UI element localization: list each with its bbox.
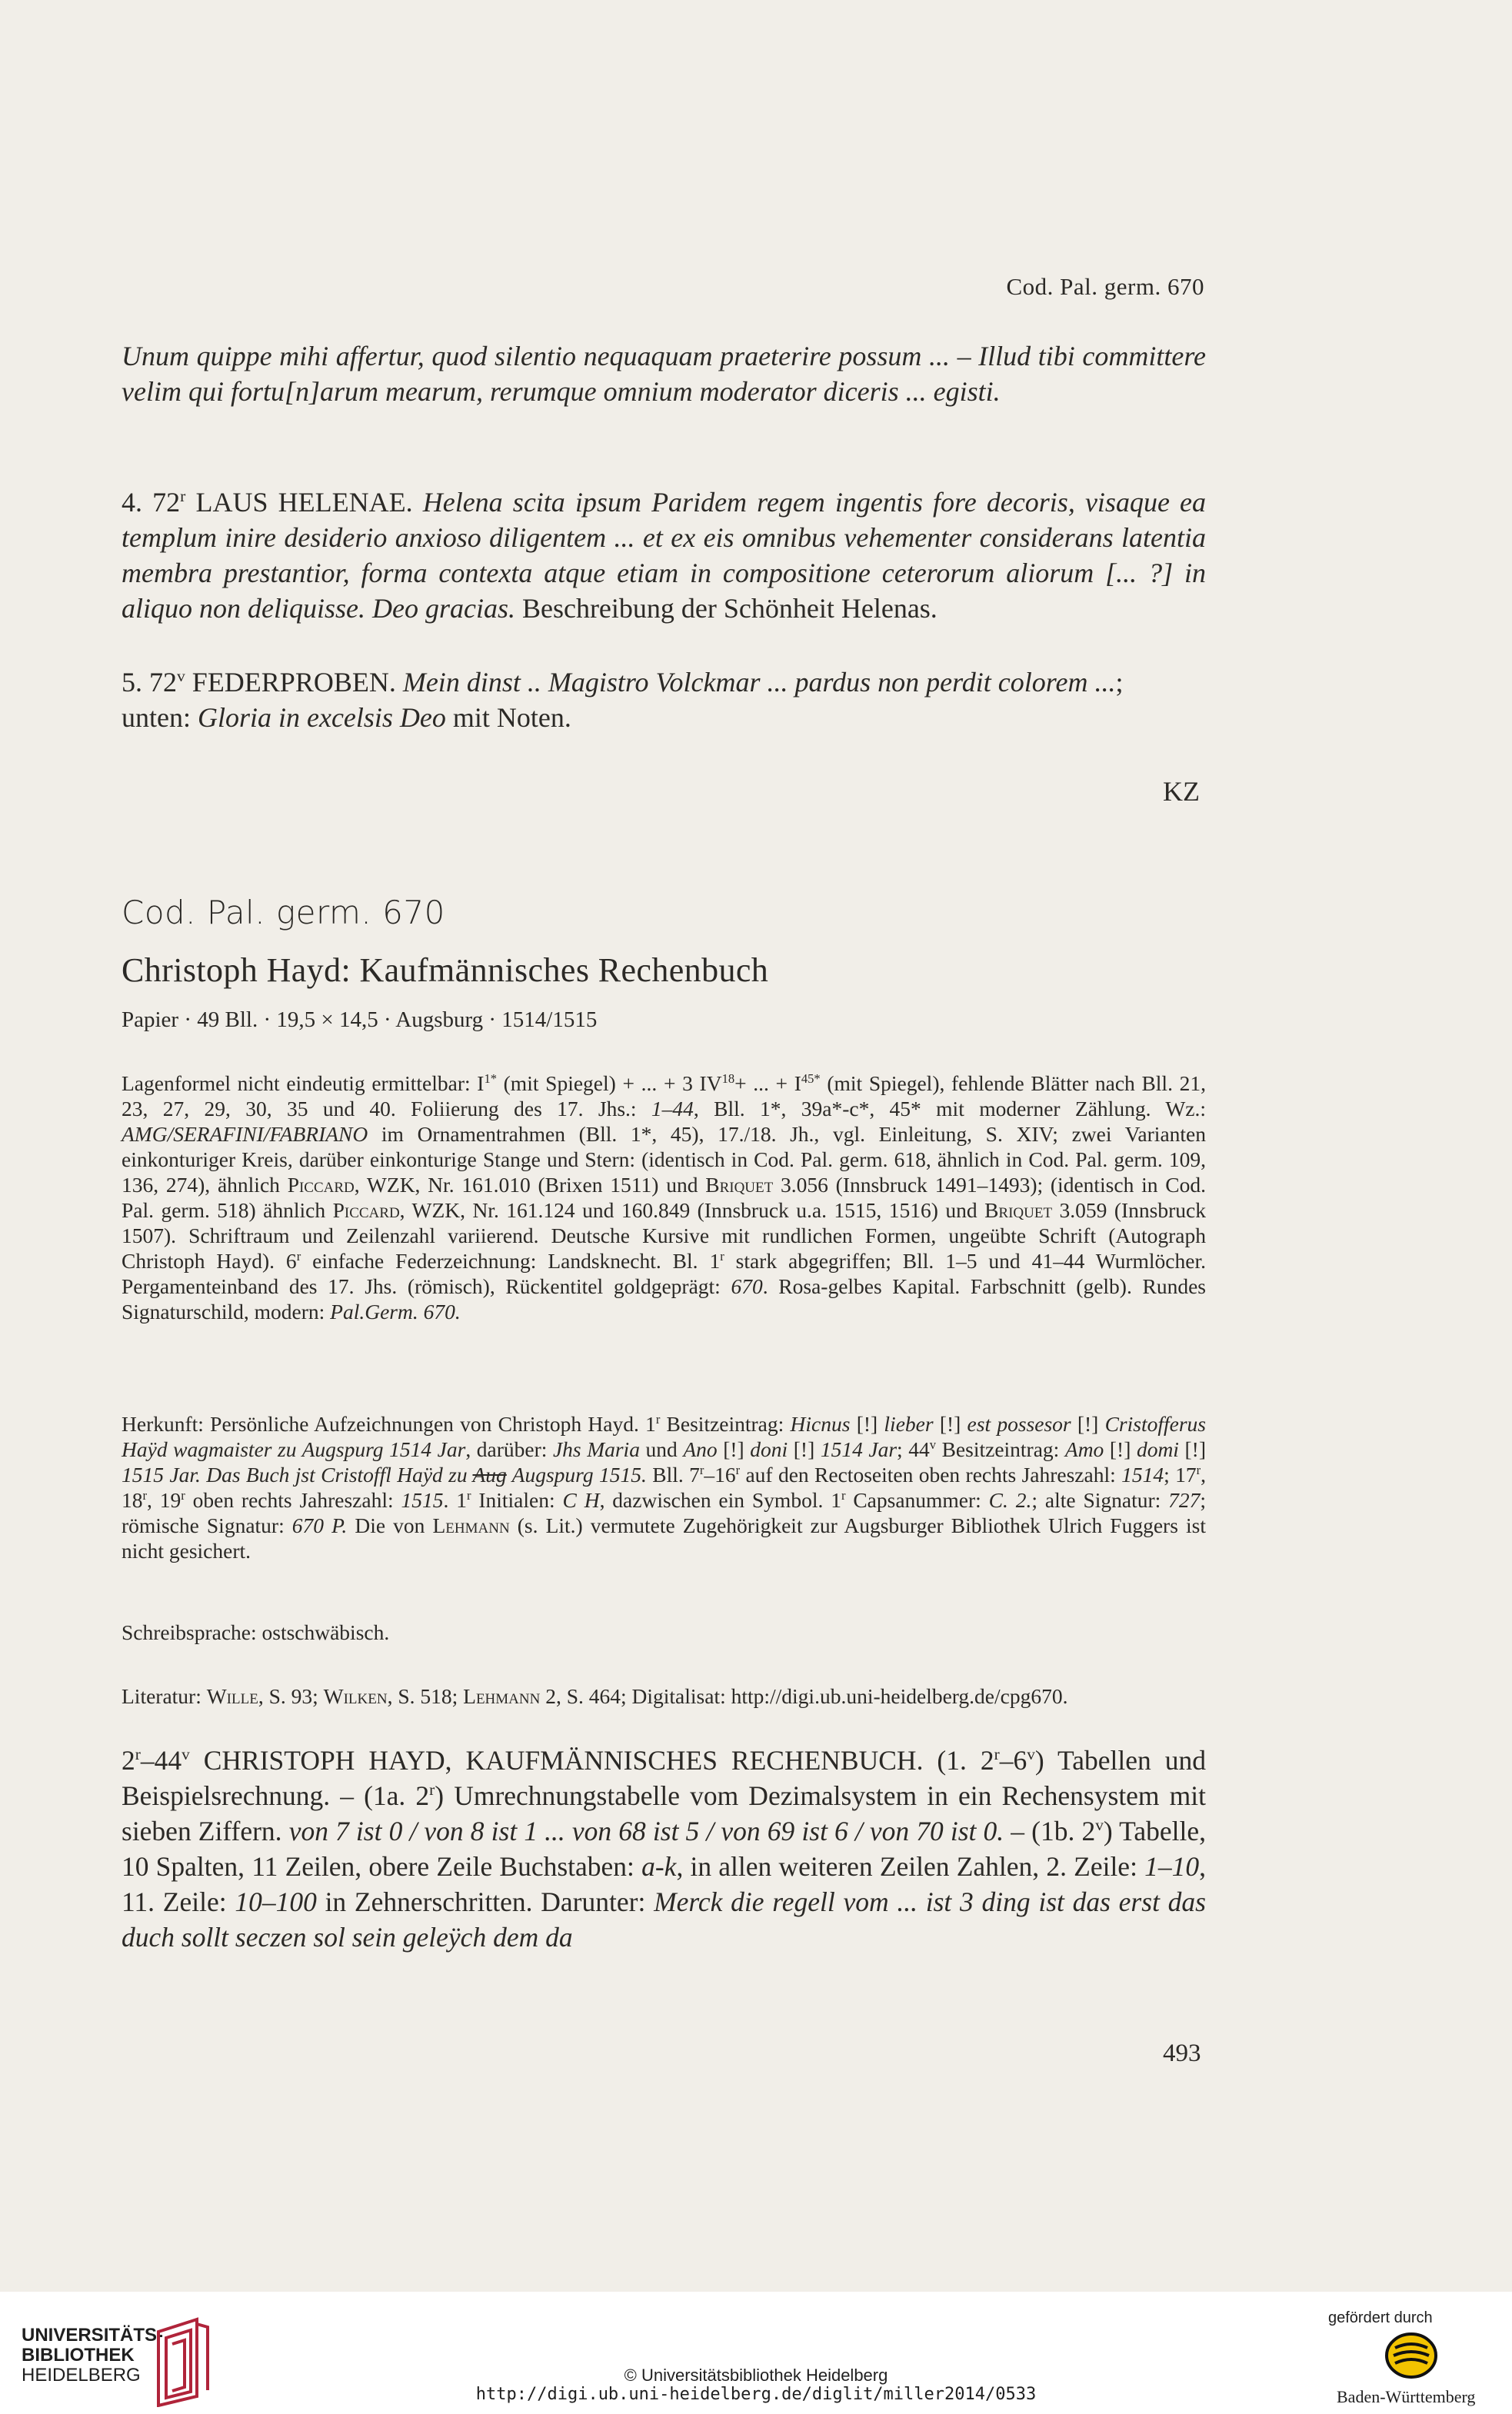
item-4 (122, 484, 1206, 626)
item-5-gloria: Gloria in excelsis Deo (197, 702, 446, 733)
item-4-german: Beschreibung der Schönheit Helenas. (521, 593, 938, 624)
item-5-number: 5. 72 (122, 667, 177, 698)
item-5-tail: mit Noten. (452, 702, 571, 733)
item-5 (122, 664, 1206, 735)
language-text: Schreibsprache: ostschwäbisch. (122, 1620, 390, 1644)
literature-paragraph (122, 1683, 1206, 1709)
item-4-text (122, 484, 1206, 626)
page-number: 493 (1163, 2039, 1201, 2067)
item-5-separator: ; (1115, 667, 1124, 698)
item-5-latin: Mein dinst .. Magistro Volckmar ... pardus non perdit colorem ... (402, 667, 1116, 698)
copyright-notice: © Universitätsbibliothek Heidelberg (624, 2366, 888, 2385)
entry-shelfmark: Cod. Pal. germ. 670 (122, 894, 445, 931)
page-url-link[interactable]: http://digi.ub.uni-heidelberg.de/diglit/miller2014/0533 (475, 2385, 1037, 2404)
entry-title: Christoph Hayd: Kaufmännisches Rechenbuch (122, 951, 769, 989)
provenance-text: Herkunft: Persönliche Aufzeichnungen von Christoph Hayd. 1$^r$ Besitzeintrag: Hicnus [!] lieber [!] est possesor [!] Cristofferus Haÿd wagmaister zu Augspurg 1514 Jar, darüber: Jhs Maria und Ano [!] doni [!] 1514 Jar; 44$^v$ Besitzeintrag: Amo [!] domi [!] 1515 Jar. Das Buch jst Cristoffl Haÿd zu Aug Augspurg 1515. Bll. 7$^r$–16$^r$ auf den Rectoseiten oben rechts Jahreszahl: 1514; 17$^r$, 18$^r$, 19$^r$ oben rechts Jahreszahl: 1515. 1$^r$ Initialen: C H, dazwischen ein Symbol. 1$^r$ Capsanummer: C. 2.; alte Signatur: 727; römische Signatur: 670 P. Die von Lehmann (s. Lit.) vermutete Zugehörigkeit zur Augsburger Bibliothek Ulrich Fuggers ist nicht gesichert. (122, 1411, 1207, 1563)
funded-by-label: gefördert durch (1328, 2309, 1433, 2326)
content-paragraph (122, 1743, 1206, 1955)
author-initials: KZ (1163, 776, 1200, 807)
logo-line-1: UNIVERSITÄTS- (22, 2325, 164, 2346)
language-paragraph (122, 1620, 1206, 1645)
item-5-folio-side: v (177, 667, 185, 685)
item-5-unten: unten: (122, 702, 191, 733)
provenance-paragraph (122, 1411, 1206, 1563)
running-head: Cod. Pal. germ. 670 (1006, 273, 1204, 300)
funder-name: Baden-Württemberg (1337, 2387, 1476, 2406)
description-text: Lagenformel nicht eindeutig ermittelbar: $I^{1*}$ (mit Spiegel) + ... + 3 $IV^{18}+$ ... + $I^{45*}$ (mit Spiegel), fehlende Blätter nach Bll. 21, 23, 27, 29, 30, 35 und 40. Foliierung des 17. Jhs.: 1–44, Bll. 1*, 39a*-c*, 45* mit moderner Zählung. Wz.: AMG/SERAFINI/FABRIANO im Ornamentrahmen (Bll. 1*, 45), 17./18. Jh., vgl. Einleitung, S. XIV; zwei Varianten einkonturiger Kreis, darüber einkonturige Stange und Stern: (identisch in Cod. Pal. germ. 618, ähnlich in Cod. Pal. germ. 109, 136, 274), ähnlich Piccard, WZK, Nr. 161.010 (Brixen 1511) und Briquet 3.056 (Innsbruck 1491–1493); (identisch in Cod. Pal. germ. 518) ähnlich Piccard, WZK, Nr. 161.124 und 160.849 (Innsbruck u.a. 1515, 1516) und Briquet 3.059 (Innsbruck 1507). Schriftraum und Zeilenzahl variierend. Deutsche Kursive mit rundlichen Formen, ungeübte Schrift (Autograph Christoph Hayd). 6$^r$ einfache Federzeichnung: Landsknecht. Bl. 1$^r$ stark abgegriffen; Bll. 1–5 und 41–44 Wurmlöcher. Pergamenteinband des 17. Jhs. (römisch), Rückentitel goldgeprägt: 670. Rosa-gelbes Kapital. Farbschnitt (gelb). Rundes Signaturschild, modern: Pal.Germ. 670. (122, 1070, 1207, 1324)
intro-quote (122, 338, 1206, 409)
item-4-title: LAUS HELENAE. (195, 487, 413, 518)
literature-text: Literatur: Wille, S. 93; Wilken, S. 518; Lehmann 2, S. 464; Digitalisat: http://digi.ub.uni-heidelberg.de/cpg670. (122, 1684, 1068, 1708)
baden-wuerttemberg-crest-icon (1384, 2331, 1438, 2380)
item-4-latin: Helena scita ipsum Paridem regem ingentis fore decoris, visaque ea templum inire desiderio anxioso diligentem ... et ex eis omnibus vehementer considerans latentia membra prestantior, forma contexta atque etiam in compositione ceterorum aliorum [... ?] in aliquo non deliquisse. Deo gracias. (122, 487, 1207, 624)
description-paragraph (122, 1070, 1206, 1324)
item-5-title: FEDERPROBEN. (191, 667, 396, 698)
content-text: 2$^r$–44$^v$ CHRISTOPH HAYD, KAUFMÄNNISCHES RECHENBUCH. (1. 2$^r$–6$^v$) Tabellen und Beispielsrechnung. – (1a. 2$^r$) Umrechnungstabelle vom Dezimalsystem in ein Rechensystem mit sieben Ziffern. von 7 ist 0 / von 8 ist 1 ... von 68 ist 5 / von 69 ist 6 / von 70 ist 0. – (1b. 2$^v$) Tabelle, 10 Spalten, 11 Zeilen, obere Zeile Buchstaben: a-k, in allen weiteren Zeilen Zahlen, 2. Zeile: 1–10, 11. Zeile: 10–100 in Zehnerschritten. Darunter: Merck die regell vom ... ist 3 ding ist das erst das duch sollt seczen sol sein geleÿch dem da (122, 1745, 1206, 1953)
item-5-text (122, 664, 1206, 735)
entry-summary (122, 1007, 1206, 1033)
item-4-number: 4. 72 (122, 487, 181, 518)
item-4-folio-side: r (180, 487, 186, 505)
logo-line-2: BIBLIOTHEK (22, 2345, 135, 2366)
summary-text: Papier · 49 Bll. · 19,5 × 14,5 · Augsburg · 1514/1515 (122, 1007, 598, 1032)
quote-text: Unum quippe mihi affertur, quod silentio nequaquam praeterire possum ... – Illud tibi committere velim qui fortu[n]arum mearum, rerumque omnium moderator diceris ... egisti. (122, 341, 1206, 407)
logo-line-3: HEIDELBERG (22, 2365, 141, 2386)
